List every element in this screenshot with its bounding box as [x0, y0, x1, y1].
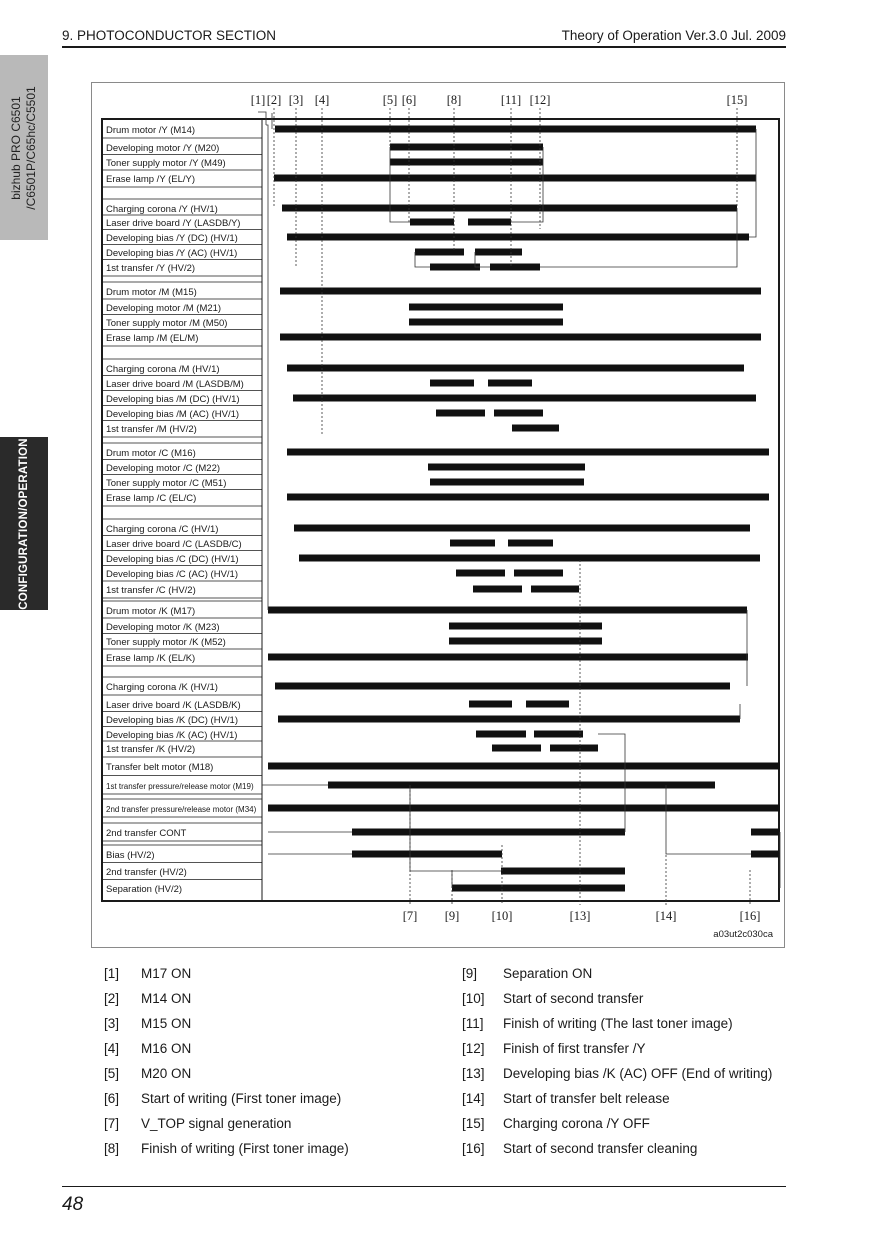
row-label: Developing bias /K (DC) (HV/1)	[106, 715, 238, 726]
row-label: 1st transfer /M (HV/2)	[106, 424, 197, 435]
signal-bar	[287, 494, 769, 501]
signal-bar	[488, 380, 532, 387]
row-label: Transfer belt motor (M18)	[106, 762, 214, 773]
signal-bar	[526, 701, 569, 708]
signal-bar	[436, 410, 485, 417]
row-label: Drum motor /C (M16)	[106, 448, 196, 459]
top-timing-marker: [1]	[250, 93, 266, 107]
footer-rule	[62, 1186, 786, 1187]
signal-bar	[280, 288, 761, 295]
signal-bar	[268, 607, 747, 614]
bottom-timing-marker: [10]	[491, 909, 513, 923]
legend-text: Finish of writing (First toner image)	[141, 1141, 349, 1156]
legend-number: [5]	[104, 1066, 120, 1081]
signal-bar	[514, 570, 563, 577]
bottom-timing-marker: [14]	[655, 909, 677, 923]
signal-bar	[287, 449, 769, 456]
legend-text: Start of second transfer	[503, 991, 644, 1006]
signal-bar	[275, 126, 756, 133]
signal-bar	[287, 365, 744, 372]
top-timing-marker: [4]	[314, 93, 330, 107]
row-label: Erase lamp /K (EL/K)	[106, 653, 196, 664]
top-timing-marker: [12]	[529, 93, 551, 107]
signal-bar	[456, 570, 505, 577]
signal-bar	[268, 654, 748, 661]
row-label: Toner supply motor /Y (M49)	[106, 158, 226, 169]
signal-bar	[280, 334, 761, 341]
signal-bar	[450, 540, 495, 547]
signal-bar	[449, 638, 602, 645]
model-side-tab	[0, 55, 48, 240]
legend-text: M17 ON	[141, 966, 192, 981]
row-label: Developing bias /M (AC) (HV/1)	[106, 409, 240, 420]
legend-text: M15 ON	[141, 1016, 192, 1031]
legend-number: [8]	[104, 1141, 120, 1156]
page-number: 48	[62, 1194, 84, 1215]
row-label: Toner supply motor /K (M52)	[106, 637, 226, 648]
signal-bar	[475, 249, 522, 256]
signal-bar	[751, 851, 780, 858]
model-line-2: /C6501P/C65hc/C5501	[24, 85, 38, 210]
top-timing-marker: [15]	[726, 93, 748, 107]
legend-number: [1]	[104, 966, 120, 981]
legend-text: M20 ON	[141, 1066, 192, 1081]
signal-bar	[268, 763, 780, 770]
row-label: Laser drive board /K (LASDB/K)	[106, 700, 241, 711]
row-label: Separation (HV/2)	[106, 884, 183, 895]
legend-number: [2]	[104, 991, 120, 1006]
signal-bar	[452, 885, 625, 892]
header-section-title: 9. PHOTOCONDUCTOR SECTION	[62, 28, 277, 43]
header-doc-version: Theory of Operation Ver.3.0 Jul. 2009	[561, 28, 786, 43]
legend-number: [10]	[462, 991, 485, 1006]
signal-bar	[410, 219, 454, 226]
signal-bar	[449, 623, 602, 630]
row-label: 2nd transfer pressure/release motor (M34)	[106, 805, 257, 814]
row-label: Drum motor /Y (M14)	[106, 125, 196, 136]
model-line-1: bizhub PRO C6501	[9, 95, 23, 200]
row-label: Laser drive board /Y (LASDB/Y)	[106, 218, 241, 229]
signal-bar	[409, 304, 563, 311]
signal-bar	[476, 731, 526, 738]
signal-bar	[294, 525, 750, 532]
signal-bar	[512, 425, 559, 432]
row-label: Charging corona /K (HV/1)	[106, 682, 218, 693]
legend-number: [9]	[462, 966, 478, 981]
row-label: Erase lamp /C (EL/C)	[106, 493, 197, 504]
row-label: 1st transfer pressure/release motor (M19)	[106, 782, 254, 791]
signal-bar	[490, 264, 540, 271]
row-label: Developing bias /C (DC) (HV/1)	[106, 554, 239, 565]
signal-bar	[274, 175, 756, 182]
row-label: 1st transfer /Y (HV/2)	[106, 263, 196, 274]
signal-bar	[469, 701, 512, 708]
signal-bar	[293, 395, 756, 402]
legend-text: Separation ON	[503, 966, 593, 981]
signal-bar	[390, 144, 543, 151]
legend-number: [3]	[104, 1016, 120, 1031]
bottom-timing-marker: [7]	[402, 909, 418, 923]
top-timing-marker: [5]	[382, 93, 398, 107]
row-label: Laser drive board /M (LASDB/M)	[106, 379, 244, 390]
legend-text: M16 ON	[141, 1041, 192, 1056]
row-label: Laser drive board /C (LASDB/C)	[106, 539, 242, 550]
signal-bar	[390, 159, 543, 166]
signal-bar	[430, 264, 480, 271]
signal-bar	[430, 479, 584, 486]
bottom-timing-marker: [9]	[444, 909, 460, 923]
row-label: Drum motor /K (M17)	[106, 606, 196, 617]
signal-bar	[352, 829, 625, 836]
row-label: Developing bias /K (AC) (HV/1)	[106, 730, 238, 741]
legend-text: V_TOP signal generation	[141, 1116, 292, 1131]
legend-number: [14]	[462, 1091, 485, 1106]
legend-text: M14 ON	[141, 991, 192, 1006]
row-label: Drum motor /M (M15)	[106, 287, 197, 298]
row-label: Charging corona /C (HV/1)	[106, 524, 219, 535]
top-timing-marker: [2]	[266, 93, 282, 107]
signal-bar	[415, 249, 464, 256]
row-label: Developing motor /M (M21)	[106, 303, 222, 314]
row-label: Developing motor /K (M23)	[106, 622, 220, 633]
row-label: Developing bias /M (DC) (HV/1)	[106, 394, 240, 405]
legend-text: Start of transfer belt release	[503, 1091, 670, 1106]
timing-chart	[91, 82, 785, 948]
signal-bar	[473, 586, 522, 593]
signal-bar	[550, 745, 598, 752]
row-label: Developing bias /Y (DC) (HV/1)	[106, 233, 238, 244]
signal-bar	[501, 868, 625, 875]
row-label: Toner supply motor /C (M51)	[106, 478, 227, 489]
legend-text: Start of writing (First toner image)	[141, 1091, 342, 1106]
legend-number: [7]	[104, 1116, 120, 1131]
legend-number: [12]	[462, 1041, 485, 1056]
legend-text: Developing bias /K (AC) OFF (End of writing)	[503, 1066, 773, 1081]
row-label: 1st transfer /C (HV/2)	[106, 585, 196, 596]
legend-number: [13]	[462, 1066, 485, 1081]
row-label: Charging corona /Y (HV/1)	[106, 204, 218, 215]
legend-number: [16]	[462, 1141, 485, 1156]
top-timing-marker: [8]	[446, 93, 462, 107]
signal-bar	[430, 380, 474, 387]
figure-id: a03ut2c030ca	[713, 929, 773, 940]
top-timing-marker: [3]	[288, 93, 304, 107]
signal-bar	[494, 410, 543, 417]
bottom-timing-marker: [16]	[739, 909, 761, 923]
signal-bar	[328, 782, 715, 789]
legend-number: [15]	[462, 1116, 485, 1131]
signal-bar	[352, 851, 502, 858]
row-label: Developing motor /C (M22)	[106, 463, 221, 474]
row-label: Bias (HV/2)	[106, 850, 155, 861]
row-label: 2nd transfer (HV/2)	[106, 867, 187, 878]
bottom-timing-marker: [13]	[569, 909, 591, 923]
legend-text: Charging corona /Y OFF	[503, 1116, 650, 1131]
signal-bar	[282, 205, 737, 212]
row-label: Developing motor /Y (M20)	[106, 143, 220, 154]
signal-bar	[531, 586, 579, 593]
signal-bar	[409, 319, 563, 326]
signal-bar	[428, 464, 585, 471]
signal-bar	[287, 234, 749, 241]
signal-bar	[534, 731, 583, 738]
header-rule	[62, 46, 786, 48]
signal-bar	[299, 555, 760, 562]
signal-bar	[492, 745, 541, 752]
legend-number: [11]	[462, 1016, 484, 1031]
signal-bar	[278, 716, 740, 723]
signal-bar	[268, 805, 780, 812]
row-label: Developing bias /Y (AC) (HV/1)	[106, 248, 238, 259]
signal-bar	[468, 219, 511, 226]
signal-bar	[275, 683, 730, 690]
row-label: Erase lamp /M (EL/M)	[106, 333, 199, 344]
signal-bar	[751, 829, 780, 836]
signal-bar	[508, 540, 553, 547]
legend-text: Start of second transfer cleaning	[503, 1141, 698, 1156]
section-side-tab	[0, 437, 48, 610]
legend-text: Finish of first transfer /Y	[503, 1041, 646, 1056]
row-label: 2nd transfer CONT	[106, 828, 187, 839]
top-timing-marker: [11]	[500, 93, 522, 107]
top-timing-marker: [6]	[401, 93, 417, 107]
row-label: 1st transfer /K (HV/2)	[106, 744, 196, 755]
legend-number: [4]	[104, 1041, 120, 1056]
legend-text: Finish of writing (The last toner image)	[503, 1016, 733, 1031]
legend-number: [6]	[104, 1091, 120, 1106]
row-label: Developing bias /C (AC) (HV/1)	[106, 569, 238, 580]
row-label: Toner supply motor /M (M50)	[106, 318, 228, 329]
section-tab-label: CONFIGURATION/OPERATION	[18, 437, 30, 610]
row-label: Erase lamp /Y (EL/Y)	[106, 174, 196, 185]
row-label: Charging corona /M (HV/1)	[106, 364, 220, 375]
